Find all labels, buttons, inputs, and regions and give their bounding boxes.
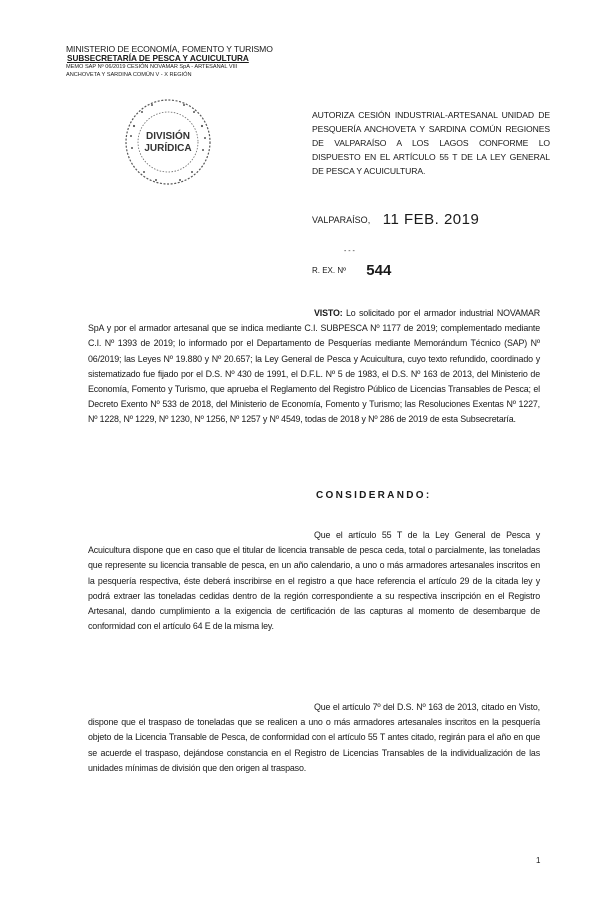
division-juridica-stamp xyxy=(122,96,214,188)
date: 11 FEB. 2019 xyxy=(382,211,480,228)
page-number: 1 xyxy=(536,856,541,865)
visto-text: Lo solicitado por el armador industrial NOVAMAR SpA y por el armador artesanal que se indica mediante C.I. SUBPESCA Nº 1177 de 2019; complementado mediante C.I. Nº 1393 de 2019; lo informado por el Departamento de Pesquerías mediante Memorándum Técnico (SAP) Nº 06/2019; las Leyes Nº 19.880 y Nº 20.657; la Ley General de Pesca y Acuicultura, cuyo texto refundido, coordinado y sistematizado fue fijado por el D.S. Nº 430 de 1991, el D.F.L. Nº 5 de 1983, el D.S. Nº 163 de 2013, del Ministerio de Economía, Fomento y Turismo, que aprueba el Reglamento del Registro Público de Licencias Transables de Pesca; el Decreto Exento Nº 533 de 2018, del Ministerio de Economía, Fomento y Turismo; las Resoluciones Exentas Nº 1227, Nº 1228, Nº 1229, Nº 1230, Nº 1256, Nº 1257 y Nº 4549, todas de 2018 y Nº 286 de 2019 de esta Subsecretaría. xyxy=(88,308,540,425)
resolution-number xyxy=(312,260,391,277)
memo-reference-line2: ANCHOVETA Y SARDINA COMÚN V - X REGIÓN xyxy=(66,72,192,78)
stamp-line-2: JURÍDICA xyxy=(144,143,192,154)
rex-label: R. EX. Nº xyxy=(312,266,347,275)
visto-paragraph xyxy=(88,306,540,428)
considerando-paragraph-1: Que el artículo 55 T de la Ley General de Pesca y Acuicultura dispone que en caso que el titular de licencia transable de pesca ceda, total o parcialmente, las toneladas que represente su licencia transable de pesca, en un año calendario, a uno o más armadores artesanales inscritos en la pesquería respectiva, éste deberá inscribirse en el registro a que hace referencia el artículo 29 de la citada ley y podrá extraer las toneladas cedidas dentro de la región correspondiente a su respectiva inscripción en el Registro Artesanal, dando cumplimiento a la exigencia de certificación de las capturas al momento de desembarque de conformidad con el artículo 64 E de la misma ley. xyxy=(88,530,540,632)
considerando-paragraph-2: Que el artículo 7º del D.S. Nº 163 de 2013, citado en Visto, dispone que el traspaso de toneladas que se realicen a uno o más armadores artesanales inscritos en la pesquería objeto de la Licencia Transable de Pesca, de conformidad con el artículo 55 T antes citado, regirán para el año en que se acuerde el traspaso, dejándose constancia en el Registro de Licencias Transables de la individualización de las unidades mínimas de división que den origen al traspaso. xyxy=(88,702,540,773)
rex-number: 544 xyxy=(366,262,392,279)
decorative-dash: - - - xyxy=(344,248,355,255)
considerando-heading: CONSIDERANDO: xyxy=(316,490,432,501)
subsecretaria-name: SUBSECRETARÍA DE PESCA Y ACUICULTURA xyxy=(67,54,249,63)
place-date xyxy=(312,210,479,227)
letterhead xyxy=(66,44,296,79)
resolution-title: AUTORIZA CESIÓN INDUSTRIAL-ARTESANAL UNIDAD DE PESQUERÍA ANCHOVETA Y SARDINA COMÚN REGIONES DE VALPARAÍSO A LOS LAGOS CONFORME LO DISPUESTO EN EL ARTÍCULO 55 T DE LA LEY GENERAL DE PESCA Y ACUICULTURA. xyxy=(312,110,550,176)
memo-reference-line1: MEMO SAP Nº 06/2019 CESIÓN NOVAMAR SpA - ARTESANAL VIII xyxy=(66,64,238,70)
ministry-name: MINISTERIO DE ECONOMÍA, FOMENTO Y TURISMO xyxy=(66,44,273,54)
place: VALPARAÍSO, xyxy=(312,215,371,225)
stamp-line-1: DIVISIÓN xyxy=(146,131,190,142)
visto-lead: VISTO: xyxy=(314,308,343,318)
